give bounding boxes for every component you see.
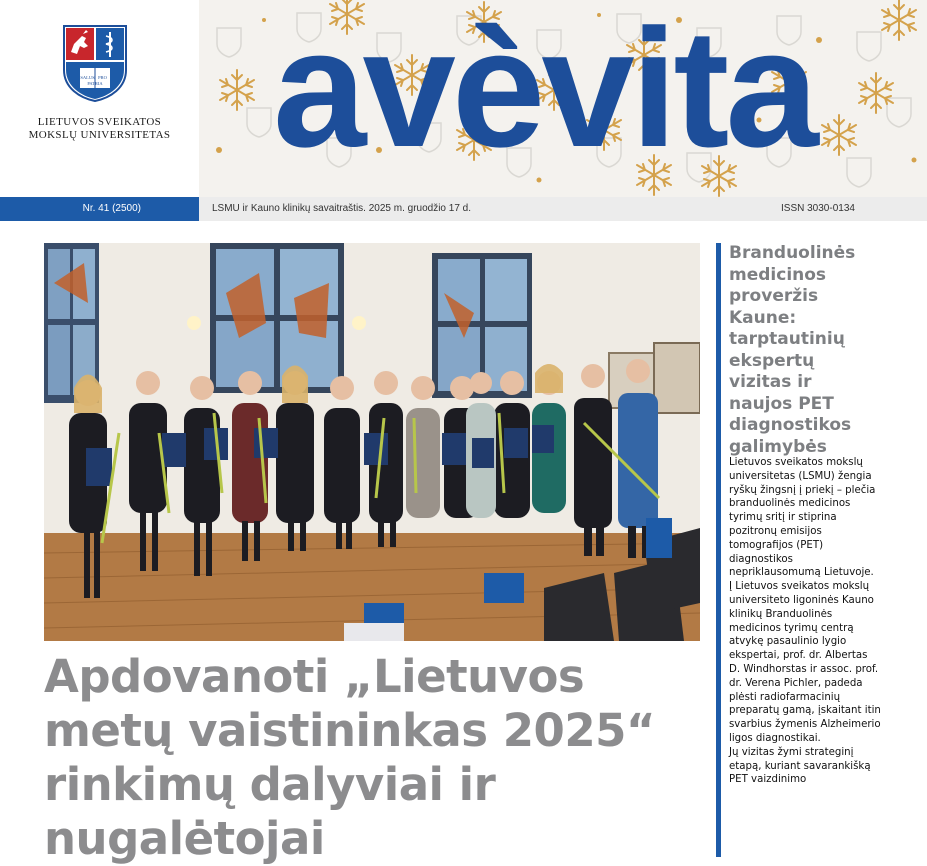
university-name-line2: MOKSLŲ UNIVERSITETAS [28,129,171,141]
main-headline: Apdovanoti „Lietuvos metų vaistininkas 2025“ rinkimų dalyviai ir nugalėtojai [44,650,656,865]
sidebar-paragraph-1: Lietuvos sveikatos mokslų universitetas (LSMU) žengia ryškų žingsnį į priekį – plečia branduolinės medicinos tyrimų sritį ir stiprina pozitronų emisijos tomografijos (PET) diagnostikos nepriklausomumą Lietuvoje. [729,457,876,579]
university-name-line1: LIETUVOS SVEIKATOS [37,116,162,128]
sidebar-accent-line [716,243,721,857]
sidebar-body [729,456,881,787]
issue-subtitle: LSMU ir Kauno klinikų savaitraštis. 2025 m. gruodžio 17 d. [212,203,472,214]
university-name [0,116,199,142]
masthead [0,0,927,197]
issue-info-strip [0,197,927,221]
issue-number: Nr. 41 (2500) [0,197,199,221]
title-banner [199,0,927,197]
sidebar-headline: Branduolinės medicinos proveržis Kaune: tarptautinių ekspertų vizitas ir naujos PET diagnostikos galimybės [729,243,856,457]
issn-number: ISSN 3030-0134 [781,203,855,214]
sidebar-paragraph-3: Jų vizitas žymi strateginį etapą, kuriant savarankišką PET vaizdinimo [729,746,871,786]
svg-text:PRO: PRO [98,75,107,80]
svg-text:SALUS: SALUS [80,75,95,80]
sidebar-paragraph-2: Į Lietuvos sveikatos mokslų universiteto ligoninės Kauno klinikų Branduolinės medicinos tyrimų centrą atvykę pasaulinio lygio ekspertai, prof. dr. Albertas D. Windhorstas ir assoc. prof. dr. Verena Pichler, padeda plėsti radiofarmacinių preparatų gamą, įskaitant itin svarbius žymenis Alzheimerio ligos diagnostikai. [729,581,881,744]
sidebar-article [716,243,927,866]
svg-text:PATRIA: PATRIA [87,81,103,86]
university-logo-area [0,0,199,197]
publication-title: avèvita [273,0,815,182]
main-article-photo [44,243,700,641]
university-crest-icon [62,24,128,102]
